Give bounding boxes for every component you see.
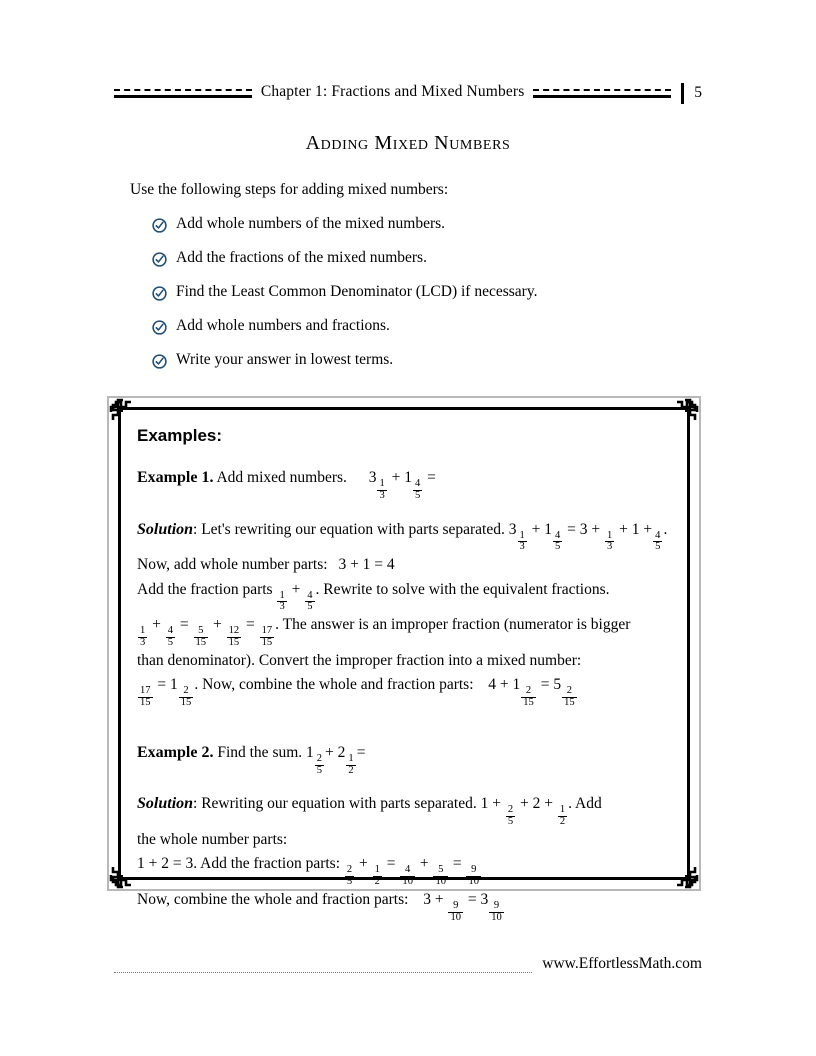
solution-text-1: : Let's rewriting our equation with parts separated. <box>193 520 505 538</box>
list-item <box>152 316 692 350</box>
example-1-step5: than denominator). Convert the improper fraction into a mixed number: <box>137 651 582 669</box>
example-2-prompt: Find the sum. <box>217 743 303 761</box>
example-1-step6-expr: $\frac{17}{15}$ = 1 $\frac{2}{15}$ <box>140 676 192 708</box>
steps-checklist <box>152 214 692 384</box>
example-1-prompt: Add mixed numbers. <box>216 469 347 486</box>
example-2-step1-expr: 1 + $\frac{2}{5}$ + 2 + $\frac{1}{2}$ <box>480 795 566 828</box>
page-header <box>114 78 702 108</box>
example-2-step2: the whole number parts: <box>137 830 288 848</box>
list-item-label: Write your answer in lowest terms. <box>176 351 394 368</box>
example-2-statement <box>137 740 675 777</box>
examples-box <box>107 396 701 923</box>
examples-content <box>137 426 675 923</box>
list-item <box>152 214 692 248</box>
header-rule-right <box>533 87 671 99</box>
chapter-title: Chapter 1: Fractions and Mixed Numbers <box>260 83 525 100</box>
example-1-step6 <box>137 673 675 709</box>
page-footer <box>114 955 702 973</box>
example-2-final-expr: 3 + $\frac{9}{10}$ = 3 $\frac{9}{10}$ <box>423 890 502 923</box>
footer-website: www.EffortlessMath.com <box>542 955 702 972</box>
examples-heading: Examples: <box>137 426 223 445</box>
list-item-label: Find the Least Common Denominator (LCD) if necessary. <box>176 283 538 300</box>
example-1-step1-expr: 3 $\frac{1}{3}$ + 1 $\frac{4}{5}$ = 3 + <box>508 520 601 553</box>
check-circle-icon <box>152 218 167 233</box>
example-2-label: Example 2. <box>137 743 214 761</box>
solution-text-3: Add the fraction parts <box>137 580 273 598</box>
footer-dotted-leader <box>114 959 532 973</box>
list-item-label: Add whole numbers of the mixed numbers. <box>176 215 446 232</box>
solution-text-3-tail: . Rewrite to solve with the equivalent fractions. <box>315 580 610 598</box>
page-number: 5 <box>694 84 702 101</box>
example-1-solution: Solution: Let's rewriting our equation with parts separated. 3 $\frac{1}{3}$ + 1 $\frac{4}{5}$ = 3 + $\frac{1}{3}$ + 1 + $\frac{4}{5}$ . Now, add whole number parts: 3 + 1 = 4 <box>137 520 668 574</box>
solution2-text-1: : Rewriting our equation with parts separated. <box>193 795 477 813</box>
solution-text-2: Now, add whole number parts: <box>137 556 328 574</box>
header-rule-left <box>114 87 252 99</box>
example-1-step2-expr: 3 + 1 = 4 <box>338 556 395 574</box>
list-item-label: Add whole numbers and fractions. <box>176 317 390 334</box>
solution-label: Solution <box>137 520 194 538</box>
example-2-step3 <box>137 852 675 888</box>
solution-text-6: . Now, combine the whole and fraction parts: <box>194 676 474 694</box>
example-1-solution-cont <box>137 578 675 614</box>
solution2-text-1-tail: . Add <box>568 795 602 813</box>
example-2-step3-expr: $\frac{2}{5}$ + $\frac{1}{2}$ = $\frac{4}{10}$ + $\frac{5}{10}$ = $\frac{9}{10}$ <box>346 855 480 888</box>
example-1-step3-frac: $\frac{1}{3}$ + $\frac{4}{5}$ <box>279 580 313 613</box>
solution2-text-3: 1 + 2 = 3. Add the fraction parts: <box>137 855 341 873</box>
example-1-statement <box>137 465 675 502</box>
check-circle-icon <box>152 286 167 301</box>
example-1-label: Example 1. <box>137 469 214 486</box>
example-1-step4 <box>137 613 675 649</box>
check-circle-icon <box>152 252 167 267</box>
page-number-divider <box>681 83 684 104</box>
page-title: Adding Mixed Numbers <box>305 132 511 154</box>
page-number-group <box>681 83 702 104</box>
solution-label: Solution <box>137 795 194 813</box>
solution-text-4-tail: . The answer is an improper fraction (numerator is bigger <box>275 616 631 634</box>
example-2-step4 <box>137 888 675 924</box>
check-circle-icon <box>152 354 167 369</box>
list-item-label: Add the fractions of the mixed numbers. <box>176 249 427 266</box>
example-2-problem: 1 $\frac{2}{5}$ + 2 $\frac{1}{2}$ = <box>306 743 366 776</box>
list-item <box>152 350 692 384</box>
list-item <box>152 282 692 316</box>
solution2-text-4: Now, combine the whole and fraction parts: <box>137 890 409 908</box>
example-1-final-expr: 4 + 1 $\frac{2}{15}$ = 5 $\frac{2}{15}$ <box>488 676 575 708</box>
check-circle-icon <box>152 320 167 335</box>
intro-text: Use the following steps for adding mixed numbers: <box>130 181 449 198</box>
example-1-step4-expr: $\frac{1}{3}$ + $\frac{4}{5}$ = $\frac{5}{15}$ + $\frac{12}{15}$ = $\frac{17}{15}$ <box>140 616 273 648</box>
example-1-problem: 3 $\frac{1}{3}$ + 1 $\frac{4}{5}$ = <box>368 469 436 501</box>
example-2-solution <box>137 791 675 828</box>
list-item <box>152 248 692 282</box>
